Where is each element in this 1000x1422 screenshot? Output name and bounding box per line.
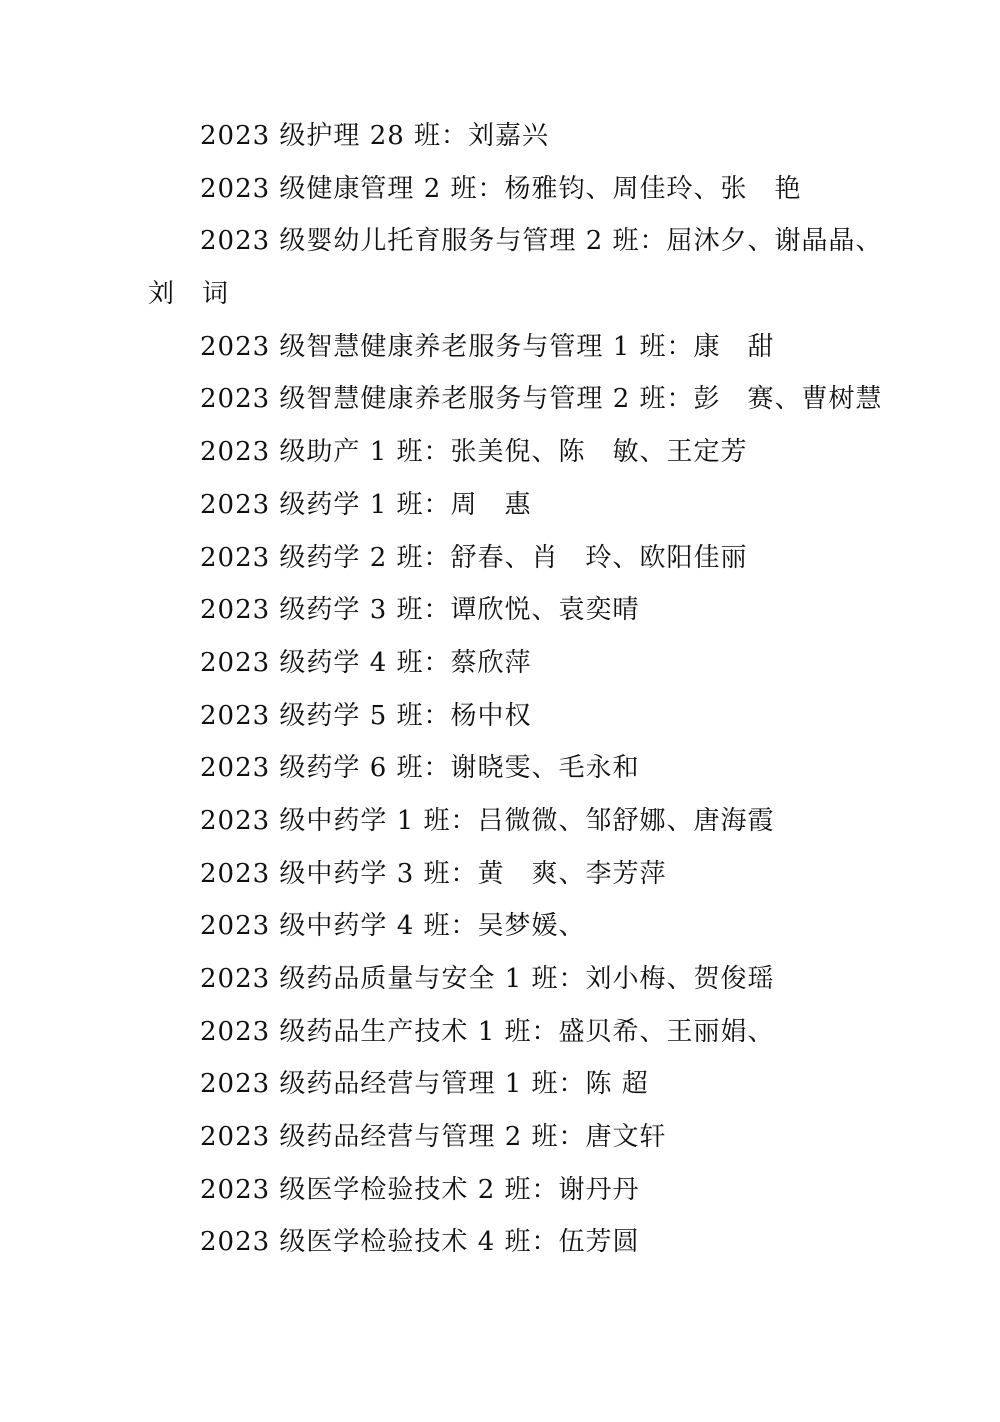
list-line: 2023 级中药学 4 班：吴梦媛、: [200, 911, 586, 942]
list-line: 2023 级药品质量与安全 1 班：刘小梅、贺俊瑶: [200, 964, 775, 994]
list-line: 2023 级中药学 1 班：吕微微、邹舒娜、唐海霞: [200, 805, 775, 836]
list-line: 2023 级中药学 3 班：黄 爽、李芳萍: [200, 858, 667, 889]
list-line: 2023 级药学 6 班：谢晓雯、毛永和: [200, 753, 640, 784]
list-line: 2023 级智慧健康养老服务与管理 2 班：彭 赛、曹树慧: [200, 384, 883, 415]
list-line: 2023 级药品经营与管理 1 班：陈 超: [200, 1069, 649, 1100]
list-line: 2023 级药品经营与管理 2 班：唐文轩: [200, 1122, 667, 1153]
list-line: 2023 级药学 1 班：周 惠: [200, 489, 532, 520]
list-line: 2023 级医学检验技术 4 班：伍芳圆: [200, 1227, 640, 1258]
class-name-list: [148, 110, 900, 1269]
list-line: 2023 级健康管理 2 班：杨雅钧、周佳玲、张 艳: [200, 173, 802, 204]
list-line: 2023 级智慧健康养老服务与管理 1 班：康 甜: [200, 331, 775, 362]
list-line: 2023 级药品生产技术 1 班：盛贝希、王丽娟、: [200, 1016, 775, 1047]
list-line: 2023 级婴幼儿托育服务与管理 2 班：屈沐夕、谢晶晶、: [200, 226, 883, 257]
list-line: 2023 级药学 5 班：杨中权: [200, 700, 532, 731]
list-line: 2023 级医学检验技术 2 班：谢丹丹: [200, 1174, 640, 1205]
list-line: 2023 级药学 2 班：舒春、肖 玲、欧阳佳丽: [200, 542, 748, 573]
list-line-continuation: 刘 词: [148, 279, 230, 310]
list-line: 2023 级护理 28 班：刘嘉兴: [200, 121, 550, 151]
list-line: 2023 级药学 3 班：谭欣悦、袁奕晴: [200, 595, 640, 626]
list-line: 2023 级药学 4 班：蔡欣萍: [200, 647, 532, 678]
list-line: 2023 级助产 1 班：张美倪、陈 敏、王定芳: [200, 437, 748, 468]
